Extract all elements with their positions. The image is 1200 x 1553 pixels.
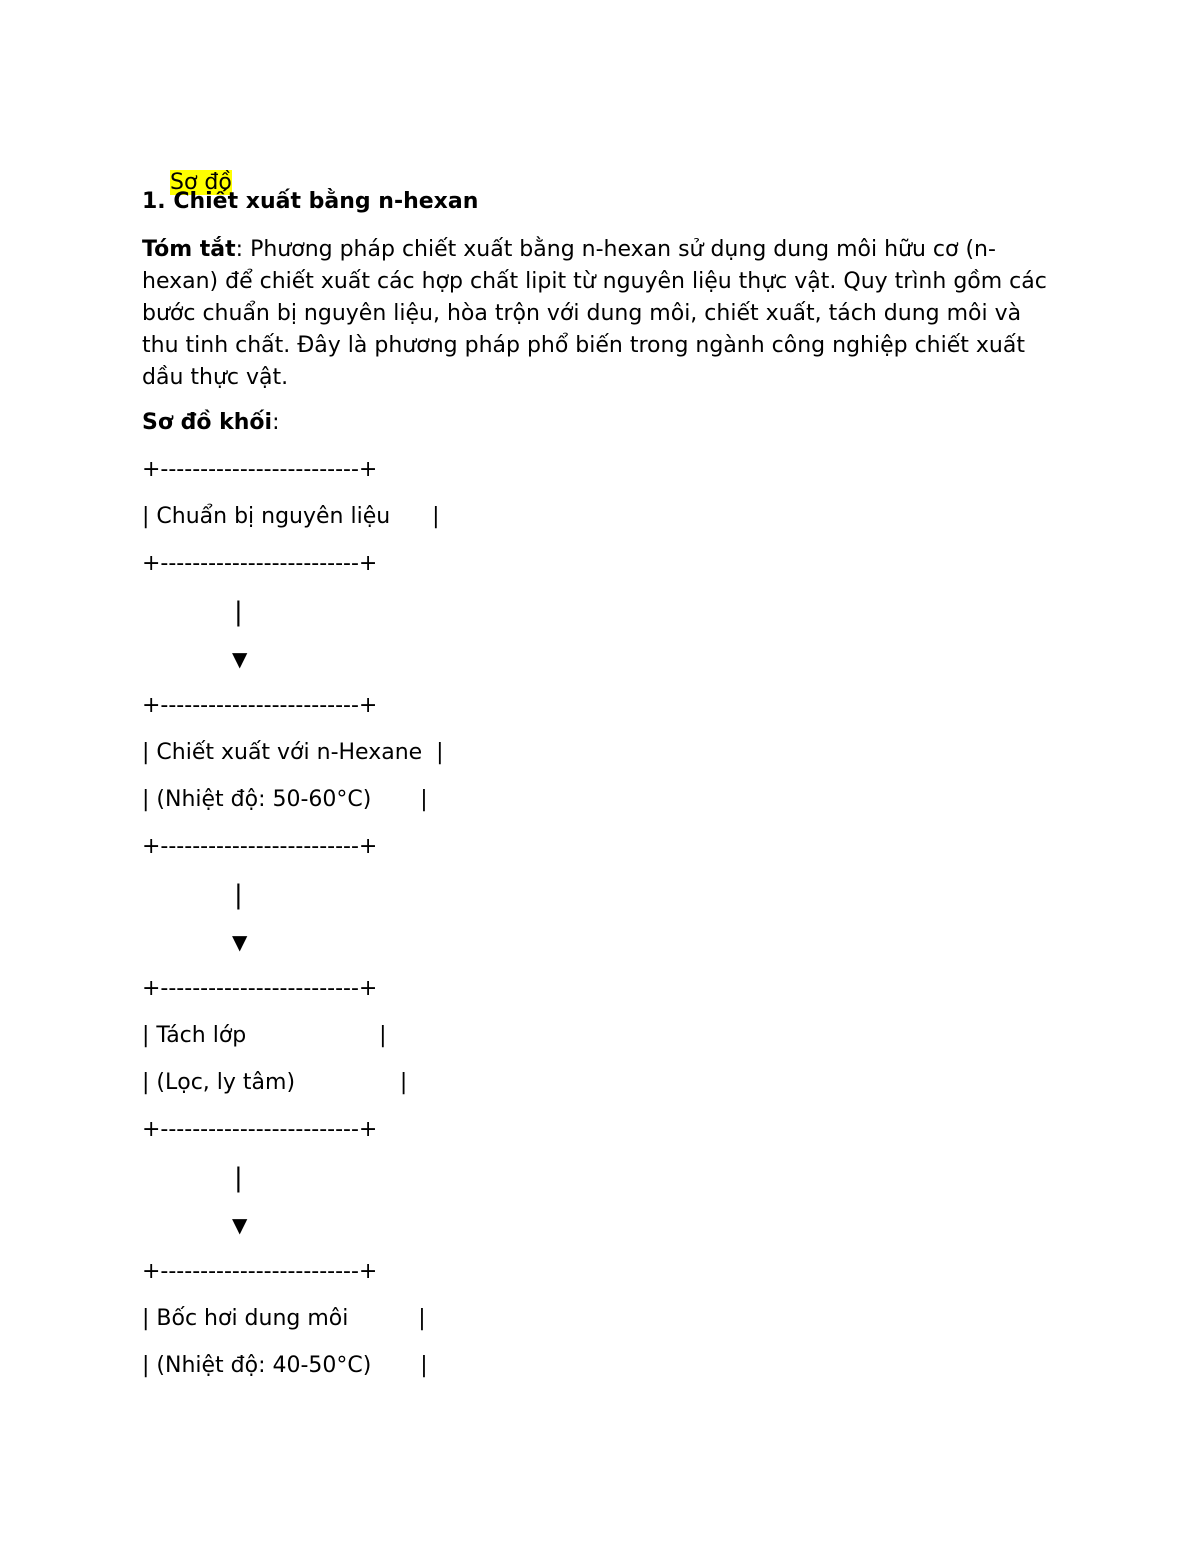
box3-bottom-border: +-------------------------+ [142, 1117, 378, 1142]
diagram-label-text: Sơ đồ khối [142, 410, 273, 435]
box1-top-border: +-------------------------+ [142, 457, 378, 482]
box4-line2: | (Nhiệt độ: 40-50°C) | [142, 1353, 428, 1378]
page-heading-text: Sơ đồ [169, 170, 232, 195]
box3-top-border: +-------------------------+ [142, 976, 378, 1001]
box3-line2: | (Lọc, ly tâm) | [142, 1070, 408, 1095]
box3-line1: | Tách lớp | [142, 1023, 387, 1048]
summary-paragraph [142, 234, 1062, 394]
box2-top-border: +-------------------------+ [142, 693, 378, 718]
connector-2: | [234, 880, 243, 910]
box4-line1: | Bốc hơi dung môi | [142, 1306, 426, 1331]
box1-bottom-border: +-------------------------+ [142, 551, 378, 576]
summary-label: Tóm tắt [142, 237, 236, 262]
diagram-label [142, 409, 280, 437]
diagram-label-colon: : [272, 410, 280, 435]
section-title: 1. Chiết xuất bằng n-hexan [142, 189, 479, 214]
arrow-down-icon: ▼ [232, 930, 248, 954]
connector-3: | [234, 1163, 243, 1193]
arrow-down-icon: ▼ [232, 1213, 248, 1237]
box1-line1: | Chuẩn bị nguyên liệu | [142, 504, 440, 529]
summary-text: : Phương pháp chiết xuất bằng n-hexan sử dụng dung môi hữu cơ (n-hexan) để chiết xuất các hợp chất lipit từ nguyên liệu thực vật. Quy trình gồm các bước chuẩn bị nguyên liệu, hòa trộn với dung môi, chiết xuất, tách dung môi và thu tinh chất. Đây là phương pháp phổ biến trong ngành công nghiệp chiết xuất dầu thực vật. [142, 237, 1047, 390]
box2-line1: | Chiết xuất với n-Hexane | [142, 740, 444, 765]
box2-bottom-border: +-------------------------+ [142, 834, 378, 859]
box2-line2: | (Nhiệt độ: 50-60°C) | [142, 787, 428, 812]
box4-top-border: +-------------------------+ [142, 1259, 378, 1284]
arrow-down-icon: ▼ [232, 647, 248, 671]
connector-1: | [234, 597, 243, 627]
